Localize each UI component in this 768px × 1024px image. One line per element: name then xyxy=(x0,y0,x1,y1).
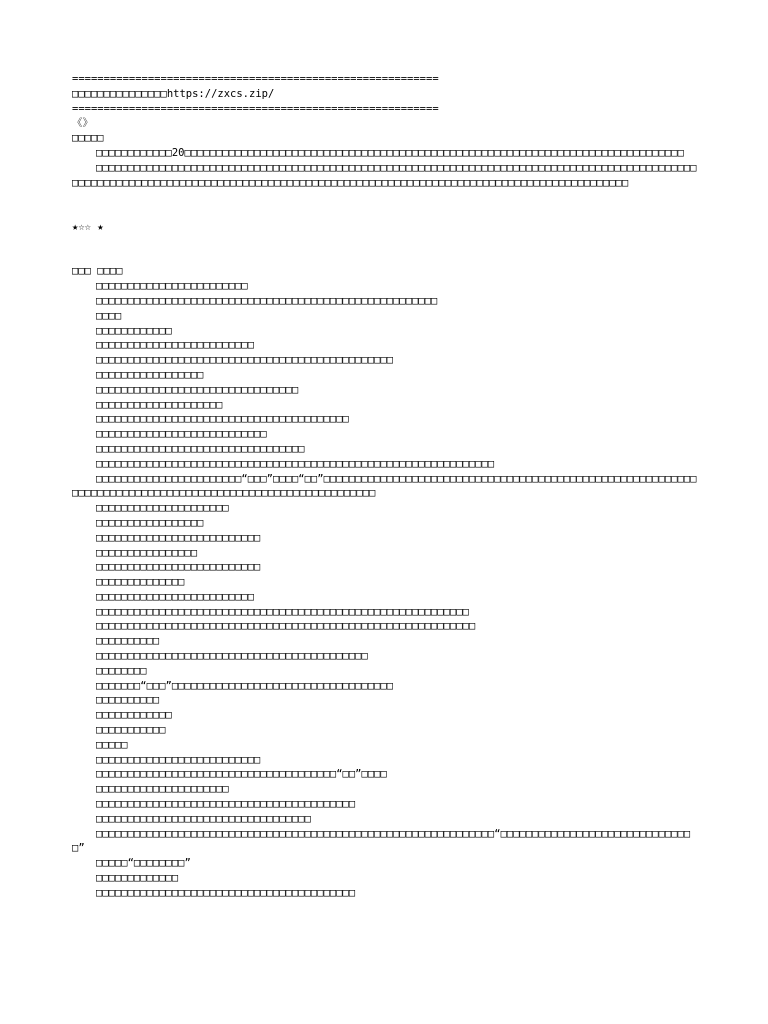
body-paragraph: □□□□□□□□□□ xyxy=(96,694,160,707)
blank-line xyxy=(72,235,698,250)
body-paragraph: □□□□□□□□□□□□ xyxy=(96,709,172,722)
body-paragraph: □□□□□□□□□□□□□□□□□□□□□□□□□□□□□□□□□□□□□□“□□”□□□□ xyxy=(96,768,387,781)
body-paragraph: □□□□□□□□□□□□□□□□□□□□□□□□□□□□□□□□□□□□□□□□□□□□□□□□□□□□□□□□□□□ xyxy=(96,605,469,618)
body-paragraph: □□□□□□□□□□□□□□□□□□□□□□□□□□□□□□□□□□□□□□□□□□□□□□□□□□□□□□□□□□□□ xyxy=(96,620,476,633)
body-paragraph: □□□□□□□□□□□□□□□□□□□□□□□□□□□□□□□□□□□□□□□□□□□□□□□□□□□□□□□□□□□□□□□ xyxy=(96,457,495,470)
document-page xyxy=(72,72,698,901)
body-paragraph: □□□□□□□□□□□□□□ xyxy=(96,576,185,589)
body-paragraph: □□□□□□□□□□□□□□□□□□□□□□□□□□□□□□□□□ xyxy=(96,442,305,455)
book-title: 《》 xyxy=(72,117,93,130)
intro-paragraph: □□□□□□□□□□□□□□□□□□□□□□□□□□□□□□□□□□□□□□□□□□□□□□□□□□□□□□□□□□□□□□□□□□□□□□□□□□□□□□□□□□□□□□□□□□□□□□□□□□□□□□□□□□□□□□□□□□□□□□□□□□□□□□□□□□□□□□□□□□□□□□□□□□□□□□□□□□□□□□□□□□□□□□□□□□□□□□□□□□□□□□□ xyxy=(72,161,697,189)
body-paragraph: □□□□□□□□□□□□□□□□ xyxy=(96,546,198,559)
body-paragraph: □□□□□□□□□□□□□□□□□□□□□□□□□□□□□□□□□□ xyxy=(96,812,311,825)
body-paragraph: □□□□□“□□□□□□□□” xyxy=(96,857,191,870)
body-paragraph: □□□□□□□□□□□□□□□□□□□□□□□□□□□□□□□□□□□□□□□□□□□□□□□ xyxy=(96,354,394,367)
body-paragraph: □□□□□□□□□□□□□□□□□□□□□□□□□□□□□□□□ xyxy=(96,383,299,396)
body-paragraph: □□□□□□□□□□□□□□□□□□□□□□□□□□ xyxy=(96,531,261,544)
chapter-heading: □□□ □□□□ xyxy=(72,265,123,278)
body-paragraph: □□□□□□□□□□□□□□□□□□□□ xyxy=(96,398,223,411)
section-heading: □□□□□ xyxy=(72,132,104,145)
body-paragraph: □□□□□□□□□□□□□□□□□□□□□□□□□□□ xyxy=(96,428,267,441)
body-paragraph: □□□□□□□“□□□”□□□□□□□□□□□□□□□□□□□□□□□□□□□□□□□□□□□ xyxy=(96,679,394,692)
body-paragraph: □□□□□□□□□□ xyxy=(96,635,160,648)
intro-paragraph: □□□□□□□□□□□□20□□□□□□□□□□□□□□□□□□□□□□□□□□□□□□□□□□□□□□□□□□□□□□□□□□□□□□□□□□□□□□□□□□□□□□□□□□□□□□□ xyxy=(96,146,684,159)
source-line: □□□□□□□□□□□□□□□https://zxcs.zip/ xyxy=(72,87,275,100)
body-paragraph: □□□□□□□□□□□□□□□□□□□□□□□□□□ xyxy=(96,753,261,766)
chapter-body xyxy=(72,279,698,900)
body-paragraph: □□□□□□□□□□□□□□□□□□□□□□□□□□□□□□□□□□□□□□□□□ xyxy=(96,798,356,811)
body-paragraph: □□□□□□□□ xyxy=(96,664,147,677)
body-paragraph: □□□□□□□□□□□□□□□□□□□□□□□□□□□□□□□□□□□□□□□□□□□□□□□□□□□□□□□□□□□□□□□“□□□□□□□□□□□□□□□□□□□□□□□□□□□□□□□” xyxy=(72,827,691,855)
body-paragraph: □□□□□□□□□□□□□□□□□□□□□□□□□□□□□□□□□□□□□□□□□□□ xyxy=(96,650,368,663)
body-paragraph: □□□□□□□□□□□□□□□□□□□□□□□□□□ xyxy=(96,561,261,574)
body-paragraph: □□□□□□□□□□□□□□□□□□□□□□□“□□□”□□□□“□□”□□□□□□□□□□□□□□□□□□□□□□□□□□□□□□□□□□□□□□□□□□□□□□□□□□□□□□□□□□□□□□□□□□□□□□□□□□□□□□□□□□□□□□□□□□□□□□□□□□□□□□□□□□□ xyxy=(72,472,697,500)
blank-line xyxy=(72,250,698,265)
body-paragraph: □□□□□□□□□□□□□□□□□□□□□□□□□□□□□□□□□□□□□□□□□ xyxy=(96,886,356,899)
body-paragraph: □□□□□□□□□□□□□□□□□□□□□□□□□□□□□□□□□□□□□□□□□□□□□□□□□□□□□□ xyxy=(96,294,438,307)
separator-bottom: ========================================================== xyxy=(72,102,439,115)
body-paragraph: □□□□□□□□□□□□□□□□□□□□□ xyxy=(96,502,229,515)
body-paragraph: □□□□□□□□□□□□□ xyxy=(96,872,179,885)
separator-top: ========================================================== xyxy=(72,73,439,85)
blank-line xyxy=(72,190,698,205)
body-paragraph: □□□□□□□□□□□□□□□□□□□□□ xyxy=(96,783,229,796)
body-paragraph: □□□□□ xyxy=(96,738,128,751)
body-paragraph: □□□□□□□□□□□□□□□□□ xyxy=(96,516,204,529)
blank-line xyxy=(72,205,698,220)
body-paragraph: □□□□□□□□□□□□□□□□□□□□□□□□ xyxy=(96,280,248,293)
body-paragraph: □□□□□□□□□□□□□□□□□□□□□□□□□□□□□□□□□□□□□□□□ xyxy=(96,413,349,426)
body-paragraph: □□□□□□□□□□□□□□□□□□□□□□□□□ xyxy=(96,590,255,603)
body-paragraph: □□□□□□□□□□□ xyxy=(96,724,166,737)
body-paragraph: □□□□□□□□□□□□□□□□□ xyxy=(96,368,204,381)
body-paragraph: □□□□□□□□□□□□ xyxy=(96,324,172,337)
rating-stars: ★☆☆ ★ xyxy=(72,220,104,233)
body-paragraph: □□□□ xyxy=(96,309,122,322)
body-paragraph: □□□□□□□□□□□□□□□□□□□□□□□□□ xyxy=(96,339,255,352)
